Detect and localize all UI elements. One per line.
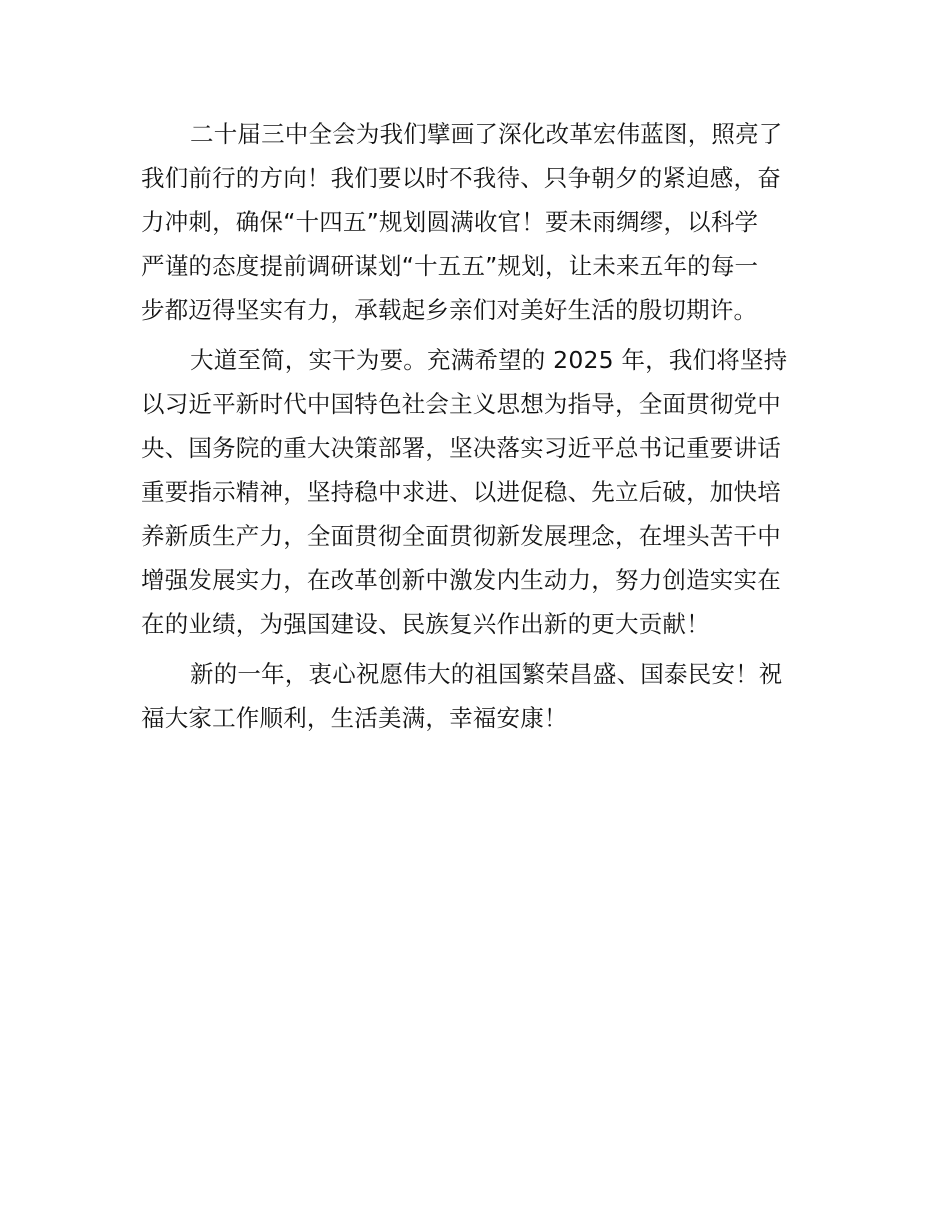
paragraph-2 (141, 338, 813, 646)
paragraph-line: 在的业绩，为强国建设、民族复兴作出新的更大贡献！ (141, 610, 710, 638)
paragraph-line: 福大家工作顺利，生活美满，幸福安康！ (141, 704, 568, 732)
paragraph-3 (141, 652, 813, 740)
paragraph-line: 严谨的态度提前调研谋划“十五五”规划，让未来五年的每一 (141, 252, 759, 280)
paragraph-1 (141, 112, 813, 332)
paragraph-line: 我们前行的方向！我们要以时不我待、只争朝夕的紧迫感，奋 (141, 164, 781, 192)
paragraph-line: 力冲刺，确保“十四五”规划圆满收官！要未雨绸缪，以科学 (141, 208, 759, 236)
paragraph-line: 以习近平新时代中国特色社会主义思想为指导，全面贯彻党中 (141, 390, 781, 418)
document-body (141, 112, 813, 740)
paragraph-line: 养新质生产力，全面贯彻全面贯彻新发展理念，在埋头苦干中 (141, 522, 781, 550)
paragraph-line: 增强发展实力，在改革创新中激发内生动力，努力创造实实在 (141, 566, 781, 594)
paragraph-line: 二十届三中全会为我们擘画了深化改革宏伟蓝图，照亮了 (190, 120, 783, 148)
paragraph-line: 大道至简，实干为要。充满希望的 2025 年，我们将坚持 (190, 346, 788, 374)
paragraph-line: 新的一年，衷心祝愿伟大的祖国繁荣昌盛、国泰民安！祝 (190, 660, 783, 688)
paragraph-line: 重要指示精神，坚持稳中求进、以进促稳、先立后破，加快培 (141, 478, 781, 506)
paragraph-line: 央、国务院的重大决策部署，坚决落实习近平总书记重要讲话 (141, 434, 781, 462)
paragraph-line: 步都迈得坚实有力，承载起乡亲们对美好生活的殷切期许。 (141, 296, 758, 324)
